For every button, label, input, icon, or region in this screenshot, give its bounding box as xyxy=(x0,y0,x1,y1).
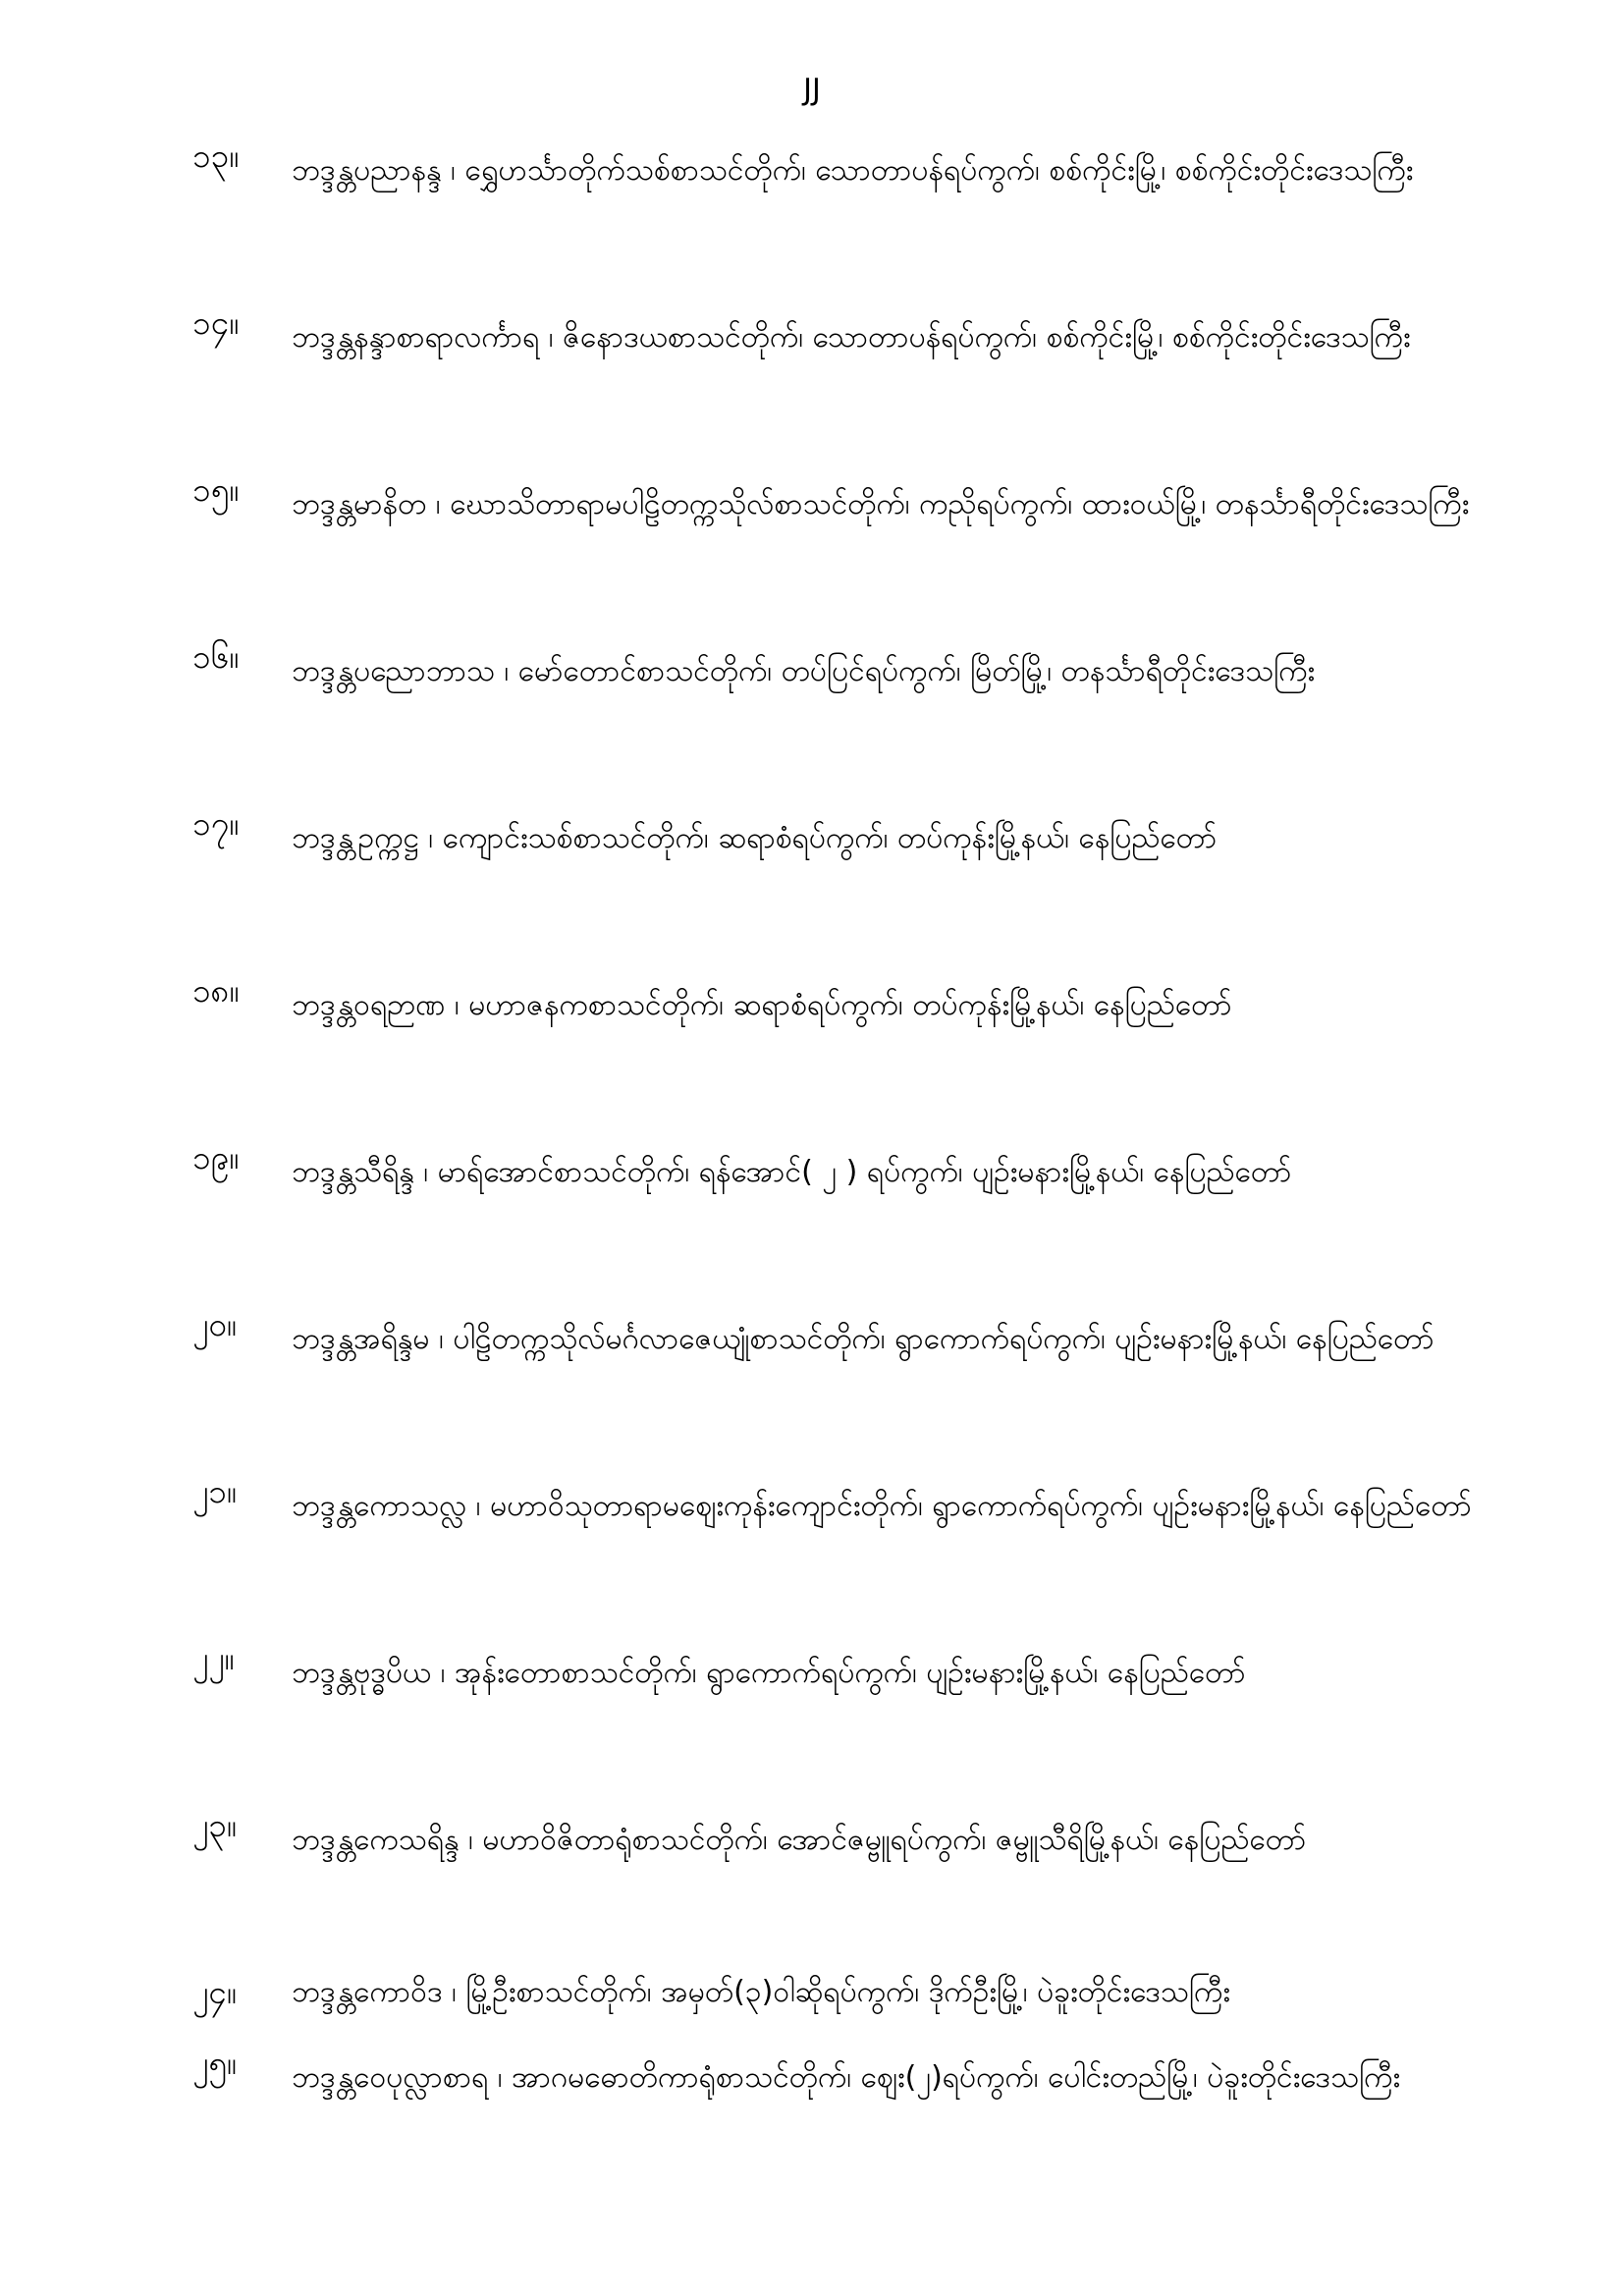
list-item xyxy=(0,617,1624,784)
entry-text: ဘဒ္ဒန္တပညောဘာသ ၊ မော်တောင်စာသင်တိုက်၊ တပ်ပြင်ရပ်ကွက်၊ မြိတ်မြို့၊ တနင်္သာရီတိုင်းဒေသကြီး xyxy=(292,654,1316,688)
entry-number: ၂၀။ xyxy=(192,1305,237,1343)
entry-number: ၁၆။ xyxy=(192,637,240,676)
entry-number: ၁၉။ xyxy=(192,1138,240,1176)
entry-text: ဘဒ္ဒန္တပညာနန္ဒ ၊ ရွှေဟင်္သာတိုက်သစ်စာသင်တိုက်၊ သောတာပန်ရပ်ကွက်၊ စစ်ကိုင်းမြို့၊ စစ်ကိုင်းတိုင်းဒေသကြီး xyxy=(292,153,1414,188)
list-item xyxy=(0,1618,1624,1785)
list-item xyxy=(0,951,1624,1118)
entry-text: ဘဒ္ဒန္တဥက္ကဋ္ဌ ၊ ကျောင်းသစ်စာသင်တိုက်၊ ဆရာစံရပ်ကွက်၊ တပ်ကုန်းမြို့နယ်၊ နေပြည်တော် xyxy=(292,821,1218,855)
entry-text: ဘဒ္ဒန္တနန္ဒာစာရာလင်္ကာရ ၊ ဇိနောဒယစာသင်တိုက်၊ သောတာပန်ရပ်ကွက်၊ စစ်ကိုင်းမြို့၊ စစ်ကိုင်းတိုင်းဒေသကြီး xyxy=(292,320,1411,355)
entry-number: ၂၅။ xyxy=(192,2044,237,2082)
list-item xyxy=(0,1285,1624,1451)
entry-text: ဘဒ္ဒန္တဗုဒ္ဓပိယ ၊ အုန်းတောစာသင်တိုက်၊ ရွာကောက်ရပ်ကွက်၊ ပျဉ်းမနားမြို့နယ်၊ နေပြည်တော် xyxy=(292,1656,1246,1690)
page-number: JJ xyxy=(803,73,821,107)
entry-text: ဘဒ္ဒန္တဝရဉာဏ ၊ မဟာဇနကစာသင်တိုက်၊ ဆရာစံရပ်ကွက်၊ တပ်ကုန်းမြို့နယ်၊ နေပြည်တော် xyxy=(292,988,1232,1022)
entry-number: ၁၈။ xyxy=(192,971,240,1010)
list-item xyxy=(0,1118,1624,1285)
entry-text: ဘဒ္ဒန္တအရိန္ဒမ ၊ ပါဠိတက္ကသိုလ်မင်္ဂလာဇေယျုံစာသင်တိုက်၊ ရွာကောက်ရပ်ကွက်၊ ပျဉ်းမနားမြို့နယ်၊ နေပြည်တော် xyxy=(292,1322,1435,1356)
entry-number: ၂၃။ xyxy=(192,1806,237,1844)
entry-text: ဘဒ္ဒန္တဝေပုလ္လာစာရ ၊ အာဂမဓောတိကာရုံစာသင်တိုက်၊ ဈေး(၂)ရပ်ကွက်၊ ပေါင်းတည်မြို့၊ ပဲခူးတိုင်းဒေသကြီး xyxy=(292,2060,1401,2095)
list-item xyxy=(0,450,1624,617)
list-item xyxy=(0,2023,1624,2190)
list-item xyxy=(0,1952,1624,2023)
entry-text: ဘဒ္ဒန္တကောသလ္လ ၊ မဟာဝိသုတာရာမဈေးကုန်းကျောင်းတိုက်၊ ရွာကောက်ရပ်ကွက်၊ ပျဉ်းမနားမြို့နယ်၊ နေပြည်တော် xyxy=(292,1489,1472,1523)
entry-number: ၁၃။ xyxy=(192,137,240,175)
entry-number: ၂၄။ xyxy=(192,1973,237,2011)
list-item xyxy=(0,1451,1624,1618)
list-item xyxy=(0,784,1624,951)
entry-list xyxy=(0,116,1624,2190)
list-item xyxy=(0,116,1624,283)
entry-number: ၁၅။ xyxy=(192,470,240,509)
list-item xyxy=(0,1785,1624,1952)
entry-number: ၁၄။ xyxy=(192,303,240,342)
entry-number: ၂၁။ xyxy=(192,1472,237,1510)
entry-text: ဘဒ္ဒန္တသီရိန္ဒ ၊ မာရ်အောင်စာသင်တိုက်၊ ရန်အောင်( ၂ ) ရပ်ကွက်၊ ပျဉ်းမနားမြို့နယ်၊ နေပြည်တော် xyxy=(292,1155,1292,1189)
entry-number: ၁၇။ xyxy=(192,804,240,843)
entry-number: ၂၂။ xyxy=(192,1639,235,1677)
entry-text: ဘဒ္ဒန္တကေသရိန္ဒ ၊ မဟာဝိဇိတာရုံစာသင်တိုက်၊ အောင်ဇမ္ဗူရပ်ကွက်၊ ဇမ္ဗူသီရိမြို့နယ်၊ နေပြည်တော် xyxy=(292,1823,1307,1857)
entry-text: ဘဒ္ဒန္တမာနိတ ၊ ဃောသိတာရာမပါဠိတက္ကသိုလ်စာသင်တိုက်၊ ကညိုရပ်ကွက်၊ ထားဝယ်မြို့၊ တနင်္သာရီတိုင်းဒေသကြီး xyxy=(292,487,1470,521)
list-item xyxy=(0,283,1624,450)
entry-text: ဘဒ္ဒန္တကောဝိဒ ၊ မြို့ဦးစာသင်တိုက်၊ အမှတ်(၃)ဝါဆိုရပ်ကွက်၊ ဒိုက်ဦးမြို့၊ ပဲခူးတိုင်းဒေသကြီး xyxy=(292,1975,1230,2009)
